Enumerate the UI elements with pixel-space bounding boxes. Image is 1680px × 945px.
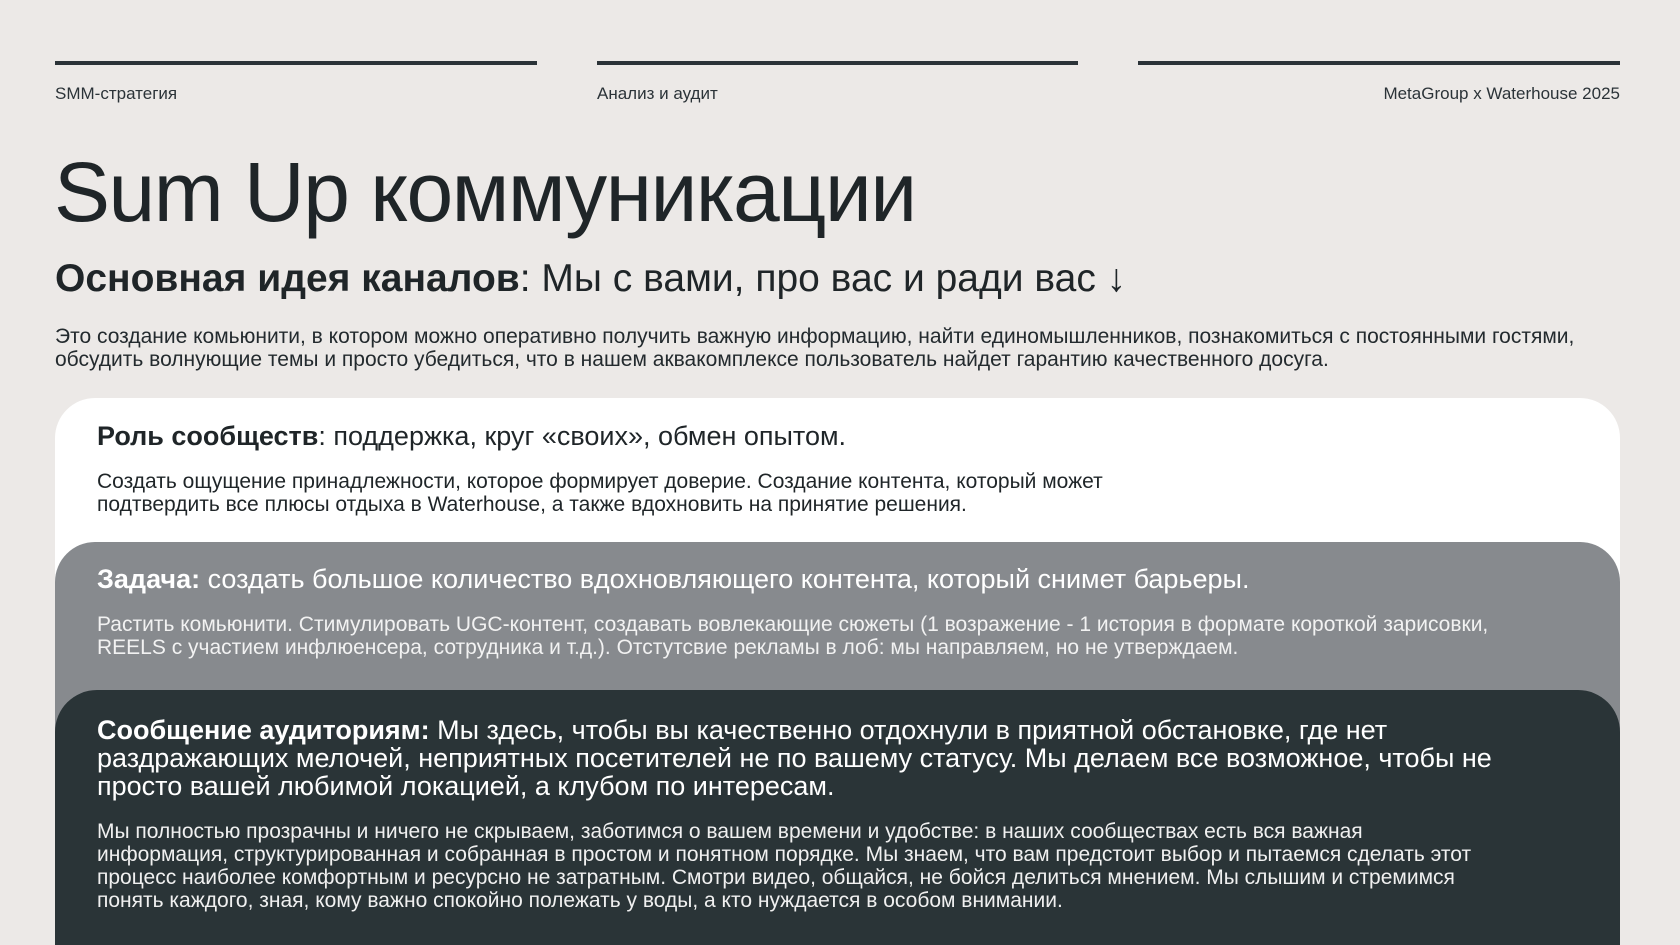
header-rule-right	[1138, 61, 1620, 65]
card-heading-rest: : поддержка, круг «своих», обмен опытом.	[318, 421, 847, 451]
subtitle-rest: : Мы с вами, про вас и ради вас ↓	[519, 257, 1127, 300]
card-heading-bold: Сообщение аудиториям:	[97, 715, 430, 745]
card-heading-bold: Задача:	[97, 564, 201, 594]
card-heading-rest: создать большое количество вдохновляющего контента, который снимет барьеры.	[200, 564, 1250, 594]
card-body: Создать ощущение принадлежности, которое формирует доверие. Создание контента, который может подтвердить все плюсы отдыха в Waterhouse, а также вдохновить на принятие решения.	[97, 470, 1103, 516]
card-audience-message	[55, 690, 1620, 945]
card-heading	[97, 542, 1578, 593]
header-rule-left	[55, 61, 537, 65]
card-heading-rest: Мы здесь, чтобы вы качественно отдохнули в приятной обстановке, где нет раздражающих мелочей, неприятных посетителей не по вашему статусу. Мы делаем все возможное, чтобы не просто вашей любимой локацией, а клубом по интересам.	[97, 715, 1492, 801]
card-body: Мы полностью прозрачны и ничего не скрываем, заботимся о вашем времени и удобстве: в наших сообществах есть вся важная информация, структурированная и собранная в простом и понятном порядке. Мы знаем, что вам предстоит выбор и пытаемся сделать этот процесс наиболее комфортным и ресурсно не затратным. Смотри видео, общайся, не бойся делиться мнением. Мы слышим и стремимся понять каждого, зная, кому важно спокойно полежать у воды, а кто нуждается в особом внимании.	[97, 820, 1472, 912]
header-project-label: MetaGroup x Waterhouse 2025	[1383, 84, 1620, 103]
header-chapter-label: Анализ и аудит	[597, 84, 718, 103]
card-heading	[97, 690, 1497, 800]
card-body: Растить комьюнити. Стимулировать UGC-контент, создавать вовлекающие сюжеты (1 возражение - 1 история в формате короткой зарисовки, REELS с участием инфлюенсера, сотрудника и т.д.). Отстутсвие рекламы в лоб: мы направляем, но не утверждаем.	[97, 613, 1489, 659]
page-subtitle	[55, 258, 1126, 301]
page-title: Sum Up коммуникации	[54, 145, 916, 239]
header-rule-center	[597, 61, 1078, 65]
header-section-label: SMM-стратегия	[55, 84, 178, 103]
card-heading-bold: Роль сообществ	[97, 421, 319, 451]
intro-paragraph: Это создание комьюнити, в котором можно оперативно получить важную информацию, найти единомышленников, познакомиться с постоянными гостями, обсудить волнующие темы и просто убедиться, что в нашем аквакомплексе пользователь найдет гарантию качественного досуга.	[55, 325, 1575, 371]
subtitle-bold: Основная идея каналов	[55, 257, 520, 300]
card-heading	[97, 398, 1578, 450]
